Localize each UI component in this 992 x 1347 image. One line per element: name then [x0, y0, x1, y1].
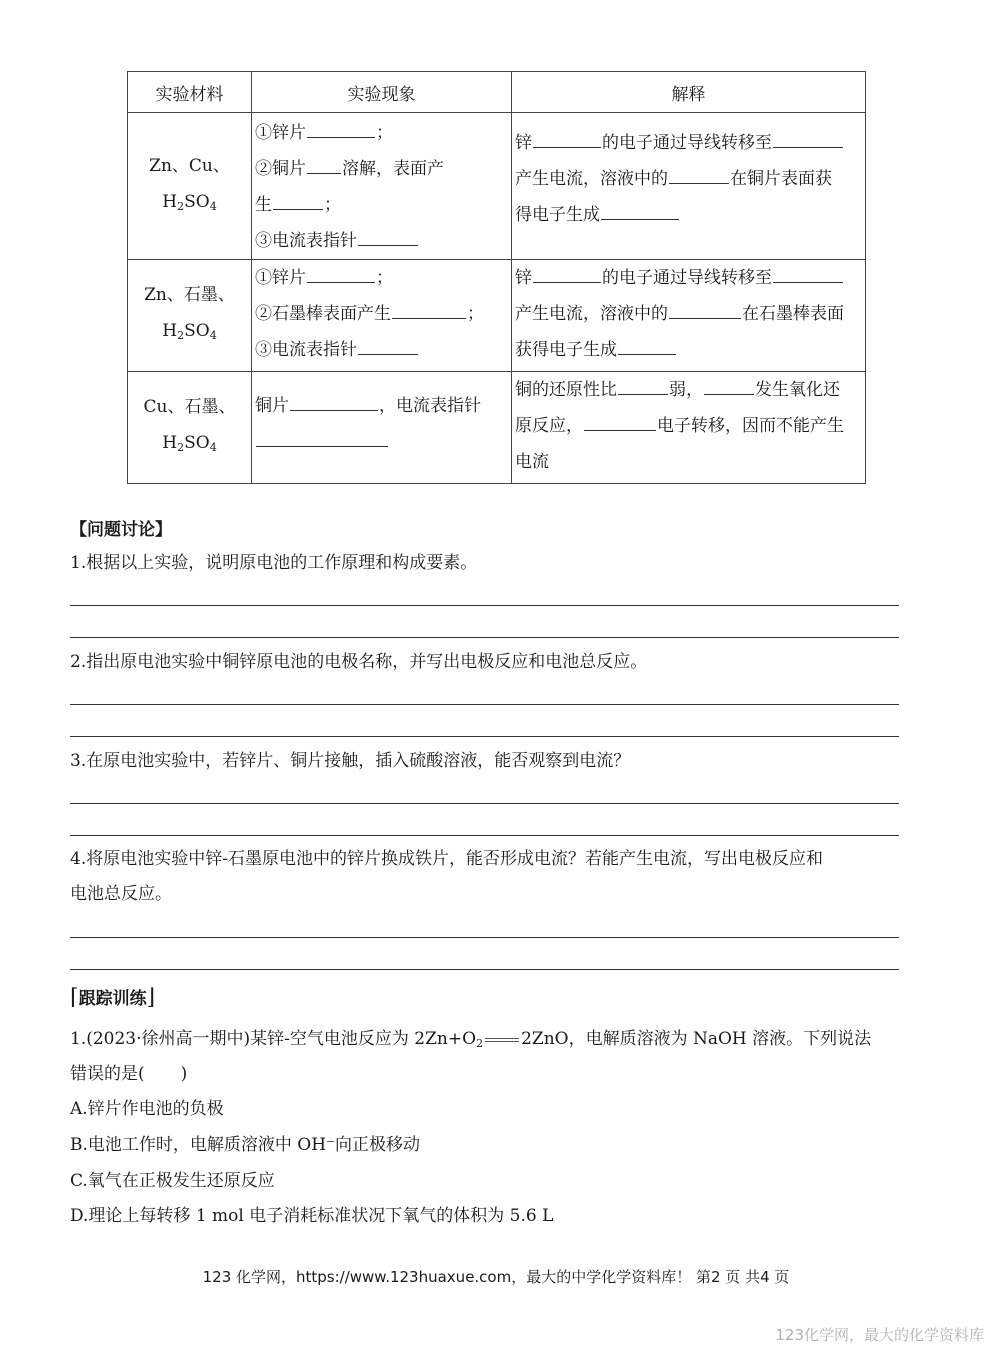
practice-question-1-cont: 错误的是( ) — [70, 1064, 188, 1084]
answer-line — [70, 704, 899, 705]
experiment-table — [127, 71, 866, 484]
table-row — [128, 372, 866, 484]
material-cell: Cu、石墨、 $H_2SO_4$ — [128, 372, 252, 484]
answer-line — [70, 637, 899, 638]
discussion-question-1: 1.根据以上实验，说明原电池的工作原理和构成要素。 — [70, 553, 478, 573]
phenomenon-cell: ①锌片 ； ②铜片 溶解，表面产 生 ； ③电流表指针 — [252, 113, 512, 260]
watermark: 123化学网，最大的化学资料库 — [775, 1326, 984, 1344]
option-c[interactable]: C.氧气在正极发生还原反应 — [70, 1171, 275, 1191]
page-footer: 123 化学网，https://www.123huaxue.com，最大的中学化学资料库！ 第2 页 共4 页 — [202, 1268, 790, 1286]
answer-line — [70, 803, 899, 804]
discussion-question-2: 2.指出原电池实验中铜锌原电池的电极名称，并写出电极反应和电池总反应。 — [70, 652, 648, 672]
explanation-cell: 铜的还原性比 弱， 发生氧化还 原反应， 电子转移，因而不能产生 电流 — [512, 372, 866, 484]
answer-line — [70, 937, 899, 938]
material-cell: Zn、石墨、 $H_2SO_4$ — [128, 260, 252, 372]
option-a[interactable]: A.锌片作电池的负极 — [70, 1099, 224, 1119]
table-header-row — [128, 72, 866, 113]
explanation-cell: 锌 的电子通过导线转移至 产生电流，溶液中的 在石墨棒表面 获得电子生成 — [512, 260, 866, 372]
practice-question-1: 1.(2023·徐州高一期中)某锌-空气电池反应为 $2Zn+O_2$ 2ZnO，电解质溶液为 NaOH 溶液。下列说法 — [70, 1029, 872, 1050]
option-d[interactable]: D.理论上每转移 1 mol 电子消耗标准状况下氧气的体积为 5.6 L — [70, 1206, 554, 1226]
phenomenon-cell: 铜片 ，电流表指针 — [252, 372, 512, 484]
option-b[interactable]: B.电池工作时，电解质溶液中 OH⁻向正极移动 — [70, 1135, 421, 1155]
discussion-question-3: 3.在原电池实验中，若锌片、铜片接触，插入硫酸溶液，能否观察到电流？ — [70, 751, 631, 771]
table-row — [128, 260, 866, 372]
explanation-cell: 锌 的电子通过导线转移至 产生电流，溶液中的 在铜片表面获 得电子生成 — [512, 113, 866, 260]
header-material: 实验材料 — [128, 72, 252, 113]
phenomenon-cell: ①锌片 ； ②石墨棒表面产生 ； ③电流表指针 — [252, 260, 512, 372]
equation-bar — [485, 1038, 519, 1042]
practice-title: ⌈跟踪训练⌋ — [70, 985, 156, 1010]
answer-line — [70, 835, 899, 836]
answer-line — [70, 969, 899, 970]
discussion-question-4-cont: 电池总反应。 — [70, 884, 172, 904]
answer-line — [70, 736, 899, 737]
material-cell: Zn、Cu、 $H_2SO_4$ — [128, 113, 252, 260]
header-phenomenon: 实验现象 — [252, 72, 512, 113]
discussion-question-4: 4.将原电池实验中锌-石墨原电池中的锌片换成铁片，能否形成电流？若能产生电流，写出电极反应和 — [70, 849, 823, 869]
answer-line — [70, 605, 899, 606]
table-row — [128, 113, 866, 260]
discussion-title: 【问题讨论】 — [70, 520, 172, 540]
header-explanation: 解释 — [512, 72, 866, 113]
